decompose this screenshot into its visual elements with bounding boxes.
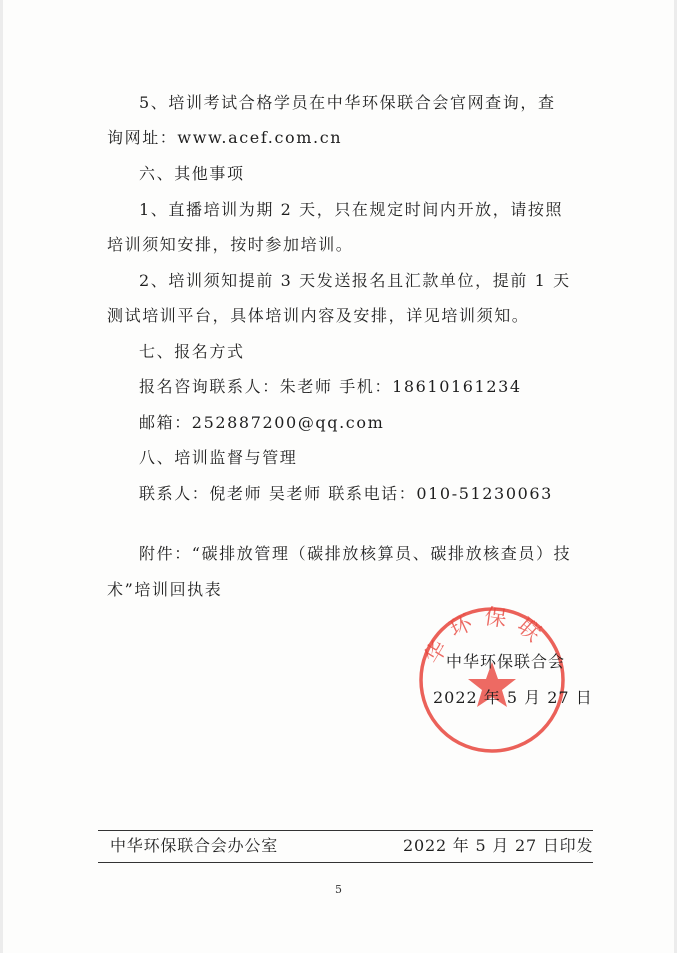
body-line-1: 5、培训考试合格学员在中华环保联合会官网查询，查: [139, 93, 556, 112]
page-number: 5: [335, 883, 342, 896]
registration-email: 邮箱：252887200@qq.com: [139, 413, 385, 432]
page-edge-left: [0, 0, 3, 953]
body-line-6: 2、培训须知提前 3 天发送报名且汇款单位，提前 1 天: [139, 271, 571, 290]
seal-graphic: [420, 605, 566, 751]
supervision-contact: 联系人：倪老师 吴老师 联系电话：010-51230063: [139, 484, 553, 503]
footer-rule-top: [98, 830, 593, 831]
section-heading-8: 八、培训监督与管理: [139, 448, 298, 467]
svg-text:华环保联: 华环保联: [420, 605, 553, 669]
body-line-4: 1、直播培训为期 2 天，只在规定时间内开放，请按照: [139, 200, 564, 219]
footer-office: 中华环保联合会办公室: [110, 836, 279, 855]
section-heading-7: 七、报名方式: [139, 342, 245, 361]
attachment-line-1: 附件：“碳排放管理（碳排放核算员、碳排放核查员）技: [139, 544, 572, 563]
body-line-7: 测试培训平台，具体培训内容及安排，详见培训须知。: [107, 306, 530, 325]
footer-rule-bottom: [98, 862, 593, 863]
official-seal: [417, 605, 567, 755]
attachment-line-2: 术”培训回执表: [107, 580, 223, 599]
body-line-5: 培训须知安排，按时参加培训。: [107, 235, 354, 254]
footer-issue-date: 2022 年 5 月 27 日印发: [403, 836, 594, 855]
registration-contact: 报名咨询联系人：朱老师 手机：18610161234: [139, 377, 522, 396]
section-heading-6: 六、其他事项: [139, 164, 245, 183]
body-line-2: 询网址：www.acef.com.cn: [107, 128, 343, 147]
signature-date: 2022 年 5 月 27 日: [433, 688, 593, 707]
signature-organization: 中华环保联合会: [446, 652, 566, 671]
